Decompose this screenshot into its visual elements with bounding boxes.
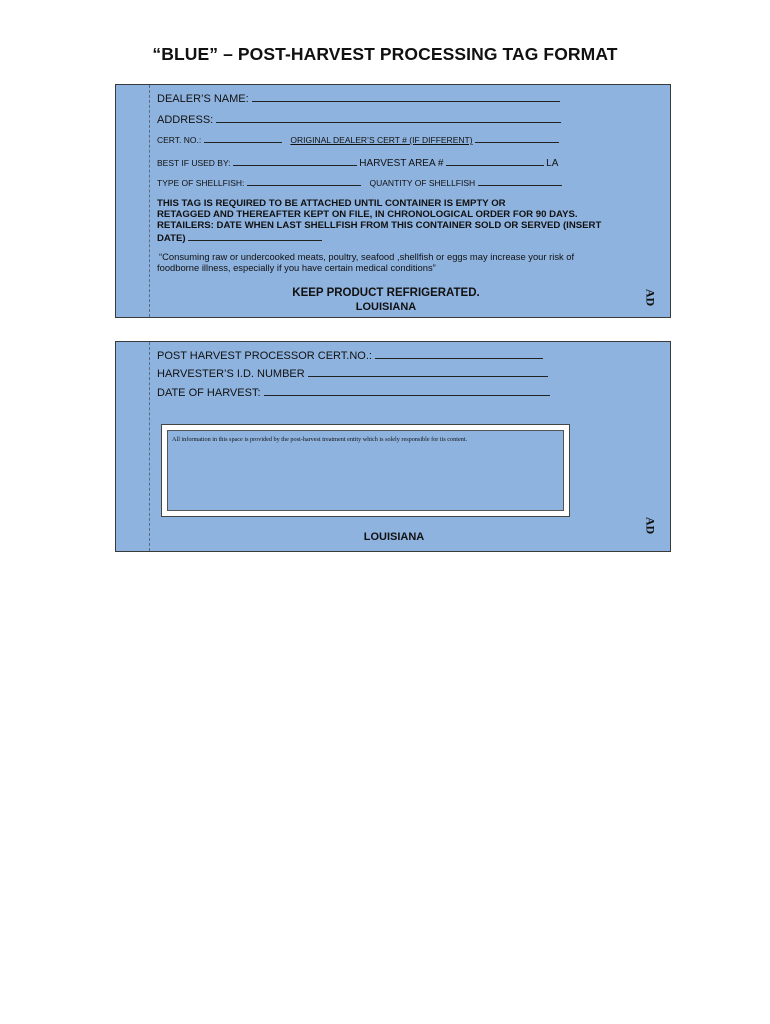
processor-cert-row [157,348,543,362]
address-row [157,112,561,126]
consumer-line-1: “Consuming raw or undercooked meats, poultry, seafood ,shellfish or eggs may increase your risk of [159,251,575,262]
page-title: “BLUE” – POST-HARVEST PROCESSING TAG FORMAT [152,44,618,64]
address-field[interactable] [216,112,561,123]
warning-line-4: DATE) [157,233,186,244]
date-of-harvest-label: DATE OF HARVEST: [157,387,261,399]
warning-line-1: THIS TAG IS REQUIRED TO BE ATTACHED UNTIL CONTAINER IS EMPTY OR [157,198,506,209]
warning-line-2: RETAGGED AND THEREAFTER KEPT ON FILE, IN CHRONOLOGICAL ORDER FOR 90 DAYS. [157,209,578,220]
best-if-used-field[interactable] [233,155,357,166]
keep-refrigerated-text: KEEP PRODUCT REFRIGERATED. [292,287,480,299]
best-if-used-row [157,155,558,169]
cert-no-label: CERT. NO.: [157,135,202,145]
dealer-name-row [157,91,560,105]
best-if-used-label: BEST IF USED BY: [157,158,231,168]
processor-info-area[interactable] [167,430,564,511]
quantity-label: QUANTITY OF SHELLFISH [369,178,476,188]
quantity-field[interactable] [478,177,562,186]
date-of-harvest-field[interactable] [264,385,550,396]
harvester-id-label: HARVESTER’S I.D. NUMBER [157,368,305,380]
consumer-line-2: foodborne illness, especially if you have certain medical conditions” [157,262,436,273]
harvest-tag-bottom [115,341,671,552]
harvest-area-field[interactable] [446,155,544,166]
shellfish-type-label: TYPE OF SHELLFISH: [157,178,245,188]
harvest-area-label: HARVEST AREA # [359,158,444,169]
cert-row [157,134,559,145]
harvest-area-suffix: LA [546,158,559,169]
side-mark: AD [643,288,658,307]
processor-info-box [161,424,570,517]
state-label: LOUISIANA [355,301,417,313]
date-of-harvest-row [157,385,550,399]
dealer-name-field[interactable] [252,91,560,102]
dealer-name-label: DEALER’S NAME: [157,93,249,105]
perforation-line [149,342,150,551]
harvester-id-row [157,366,548,380]
state-label: LOUISIANA [363,531,425,543]
original-cert-field[interactable] [475,134,559,143]
retail-date-field[interactable] [188,231,322,241]
harvester-id-field[interactable] [308,366,548,377]
original-cert-label: ORIGINAL DEALER’S CERT # (IF DIFFERENT) [290,135,473,145]
harvest-tag-top [115,84,671,318]
address-label: ADDRESS: [157,114,214,126]
cert-no-field[interactable] [204,134,282,143]
shellfish-row [157,177,562,188]
shellfish-type-field[interactable] [247,177,361,186]
warning-line-3: RETAILERS: DATE WHEN LAST SHELLFISH FROM THIS CONTAINER SOLD OR SERVED (INSERT [157,220,602,231]
side-mark: AD [643,516,658,535]
processor-cert-label: POST HARVEST PROCESSOR CERT.NO.: [157,350,372,362]
perforation-line [149,85,150,317]
tag-warning [157,198,617,244]
consumer-advisory [157,251,627,273]
processor-cert-field[interactable] [375,348,543,359]
processor-info-notice: All information in this space is provided by the post-harvest treatment entity which is solely responsible for its content. [172,436,468,443]
